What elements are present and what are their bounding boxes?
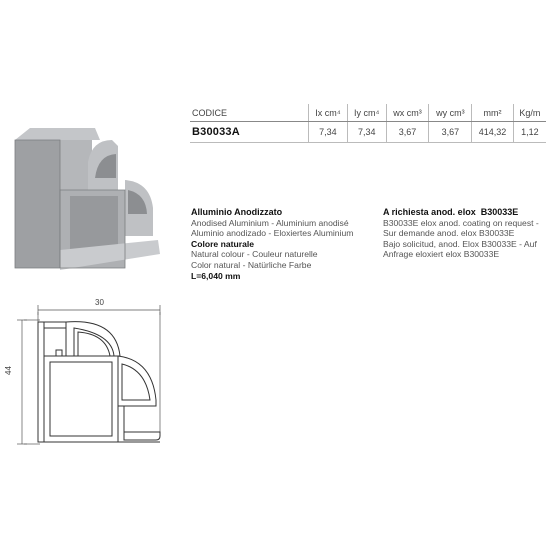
material-line-2: Aluminio anodizado - Eloxiertes Aluminium [191,228,354,239]
on-request-line-2: Sur demande anod. elox B30033E [383,228,515,239]
on-request-line-3: Bajo solicitud, anod. Elox B30033E - Auf [383,238,537,249]
on-request-description [383,207,548,260]
on-request-title: A richiesta anod. elox B30033E [383,207,519,217]
on-request-line-1: B30033E elox anod. coating on request - [383,217,539,228]
header-iy: Iy cm⁴ [347,104,386,122]
cell-ix: 7,34 [309,122,348,143]
on-request-line-4: Anfrage eloxiert elox B30033E [383,249,500,260]
header-codice: CODICE [190,104,309,122]
cell-wy: 3,67 [429,122,472,143]
spec-table-header [190,104,546,122]
cell-area: 414,32 [472,122,514,143]
length-label: L=6,040 mm [191,270,241,281]
height-dimension-label: 44 [4,366,13,375]
colour-line-2: Color natural - Natürliche Farbe [191,259,312,270]
material-description [191,207,371,281]
header-area: mm² [472,104,514,122]
cell-weight: 1,12 [513,122,546,143]
material-line-1: Anodised Aluminium - Aluminium anodisé [191,217,349,228]
material-title: Alluminio Anodizzato [191,207,283,217]
cell-code: B30033A [190,122,309,143]
cell-iy: 7,34 [347,122,386,143]
header-weight: Kg/m [513,104,546,122]
colour-line-1: Natural colour - Couleur naturelle [191,249,318,260]
width-dimension-label: 30 [95,298,104,307]
colour-title: Colore naturale [191,238,255,249]
header-ix: Ix cm⁴ [309,104,348,122]
header-wy: wy cm³ [429,104,472,122]
cell-wx: 3,67 [386,122,429,143]
profile-section-outline [38,322,160,442]
table-row [190,122,546,143]
header-wx: wx cm³ [386,104,429,122]
spec-table [190,104,546,143]
